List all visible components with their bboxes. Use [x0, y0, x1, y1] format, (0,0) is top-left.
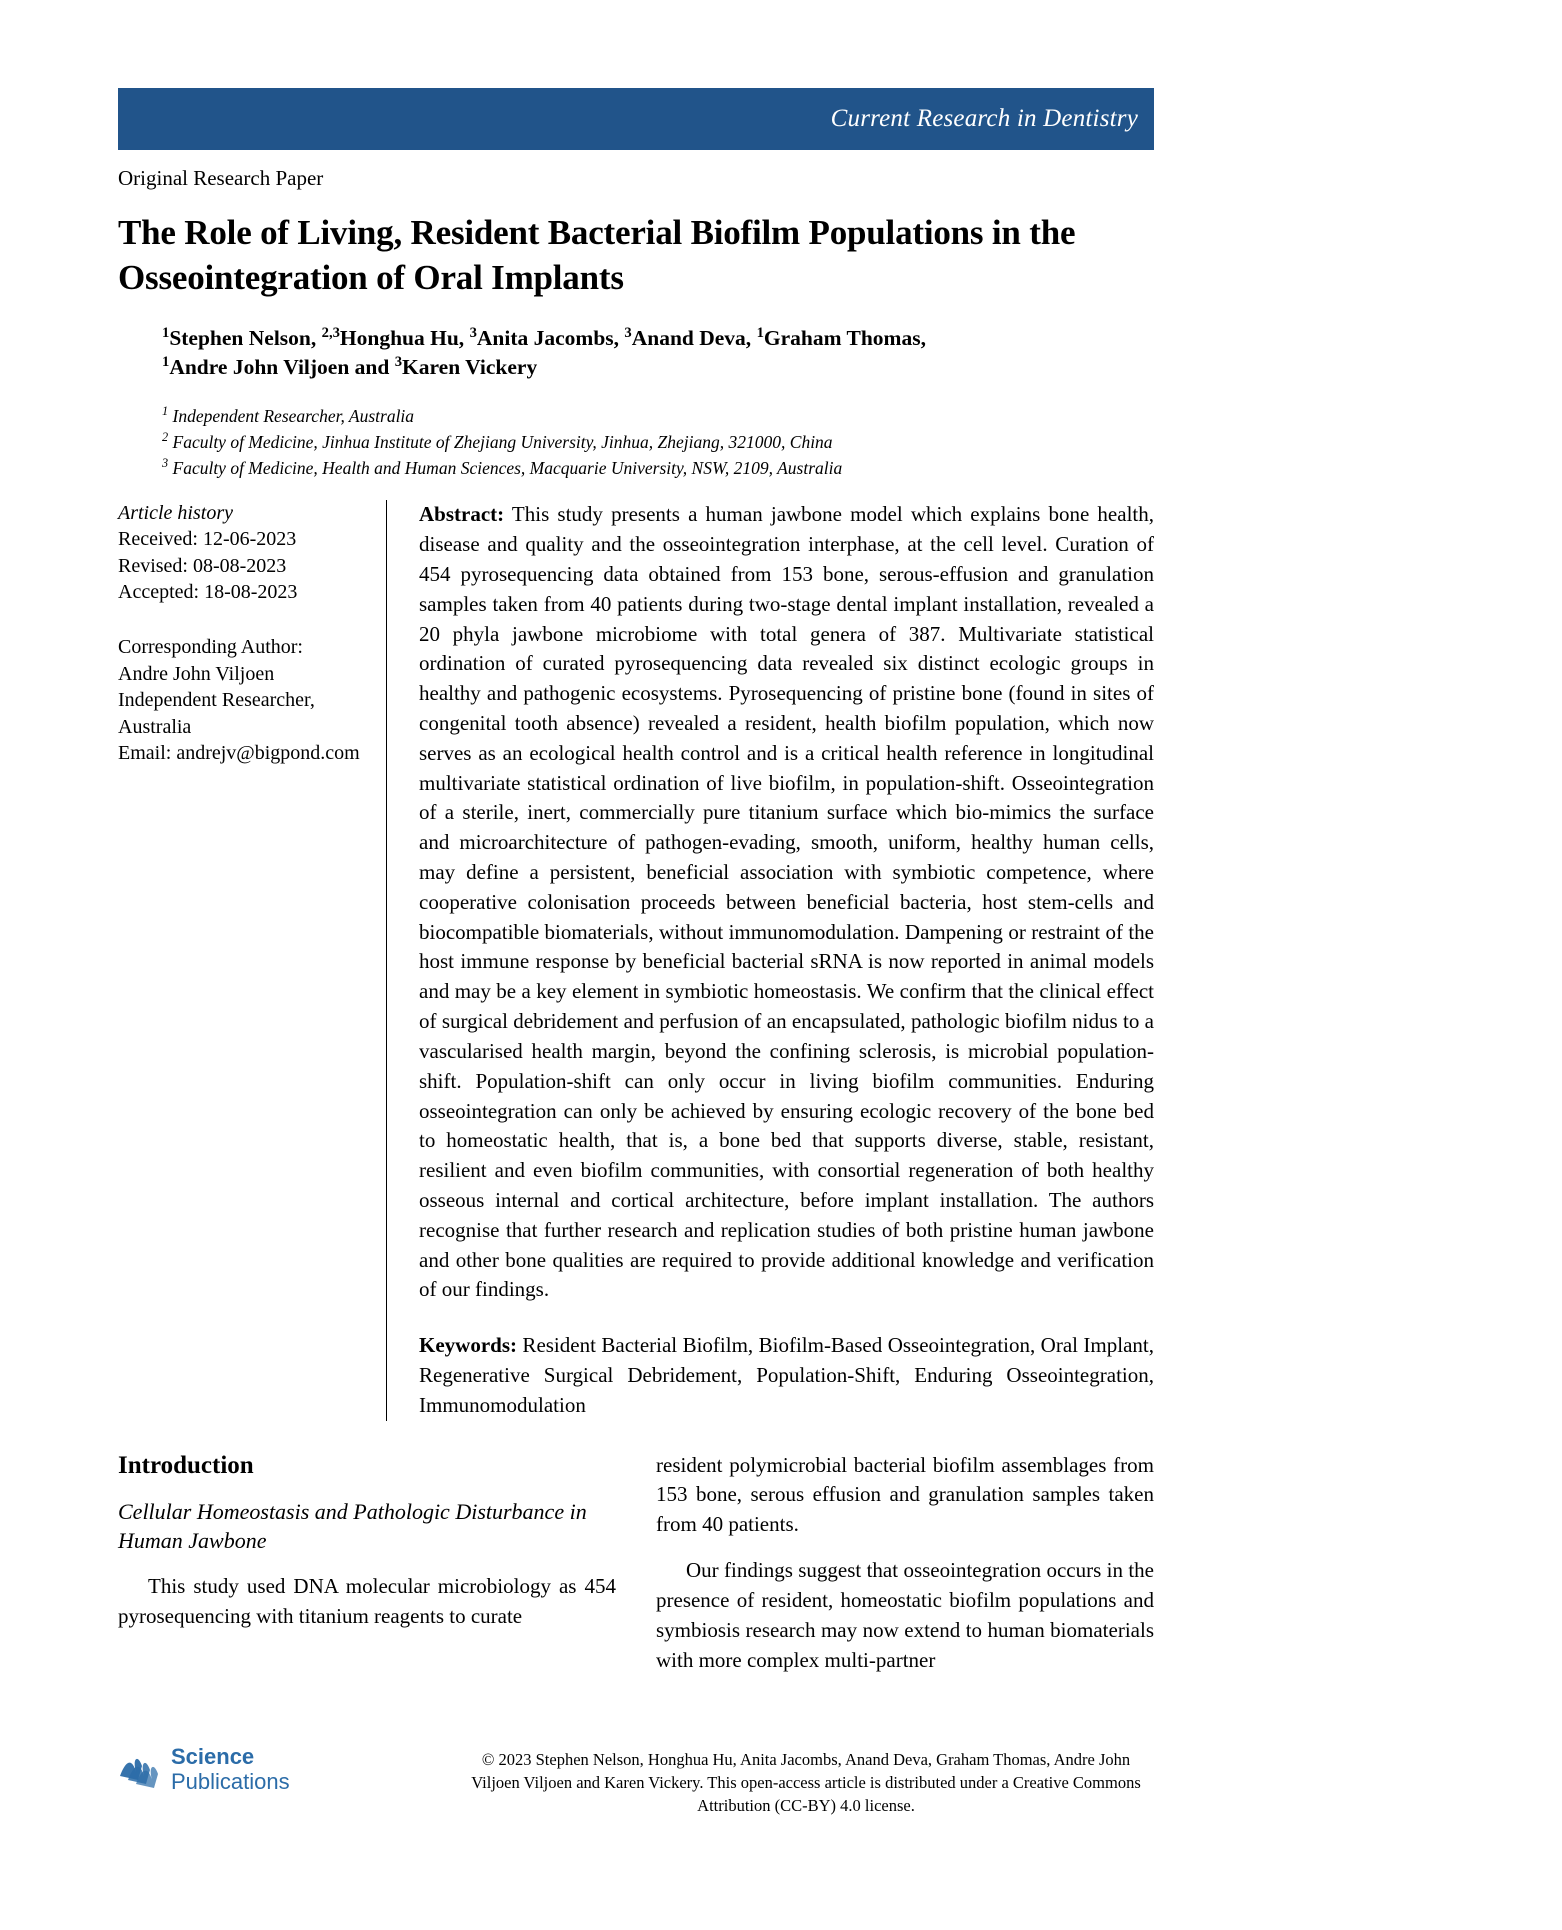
- affiliation-item: [162, 403, 1154, 429]
- author-name: Stephen Nelson,: [169, 326, 322, 351]
- affiliation-marker: 1: [162, 404, 169, 419]
- author-line-1: [162, 324, 1154, 353]
- author-affiliation-marker: 1: [162, 325, 170, 342]
- author-affiliation-marker: 1: [756, 325, 764, 342]
- intro-paragraph-right-1: resident polymicrobial bacterial biofilm assemblages from 153 bone, serous effusion and granulation samples taken from 40 patients.: [656, 1452, 1154, 1537]
- affiliation-marker: 2: [162, 429, 169, 444]
- page-title: The Role of Living, Resident Bacterial Biofilm Populations in the Osseointegration of Oral Implants: [118, 213, 1076, 297]
- body-column-right: [656, 1451, 1154, 1676]
- author-name: Honghua Hu,: [339, 326, 470, 351]
- publisher-name-line-1: Science: [171, 1744, 255, 1769]
- corresponding-author-email[interactable]: Email: andrejv@bigpond.com: [118, 742, 360, 765]
- abstract-label: Abstract:: [419, 502, 505, 527]
- corresponding-author-label: Corresponding Author:: [118, 636, 303, 659]
- abstract-paragraph: [419, 500, 1154, 1305]
- page-content: [118, 0, 1154, 1675]
- abstract-column: [386, 500, 1154, 1420]
- article-accepted-date: Accepted: 18-08-2023: [118, 581, 298, 604]
- copyright-notice: © 2023 Stephen Nelson, Honghua Hu, Anita Jacombs, Anand Deva, Graham Thomas, Andre John Viljoen Viljoen and Karen Vickery. This open-access article is distributed under a Creative Commons Attribution (CC-BY) 4.0 license.: [471, 1750, 1141, 1815]
- author-affiliation-marker: 3: [394, 353, 403, 370]
- affiliation-marker: 3: [162, 455, 169, 470]
- author-line-2: [162, 353, 1154, 382]
- intro-paragraph-left-1: This study used DNA molecular microbiology as 454 pyrosequencing with titanium reagents to curate: [118, 1574, 616, 1628]
- body-column-left: [118, 1451, 616, 1676]
- author-name: Anand Deva,: [631, 326, 757, 351]
- paper-type-label: Original Research Paper: [118, 166, 324, 190]
- affiliation-item: [162, 455, 1154, 481]
- corresponding-author-block: [118, 634, 376, 767]
- intro-paragraph-right-2: Our findings suggest that osseointegration occurs in the presence of resident, homeostatic biofilm populations and symbiosis research may now extend to human biomaterials with more complex multi-partner: [656, 1558, 1154, 1672]
- article-history-label: Article history: [118, 502, 233, 525]
- corresponding-author-name: Andre John Viljoen: [118, 662, 275, 685]
- keywords-label: Keywords:: [419, 1333, 517, 1358]
- author-list: [162, 324, 1154, 381]
- affiliation-text: Independent Researcher, Australia: [168, 406, 415, 427]
- publisher-name-line-2: Publications: [171, 1768, 290, 1794]
- page-footer: [118, 1745, 1154, 1817]
- abstract-text: This study presents a human jawbone model which explains bone health, disease and quality and the osseointegration interphase, at the cell level. Curation of 454 pyrosequencing data obtained from 153 bone, serous-effusion and granulation samples taken from 40 patients during two-stage dental implant installation, revealed a 20 phyla jawbone microbiome with total genera of 387. Multivariate statistical ordination of curated pyrosequencing data revealed six distinct ecologic groups in healthy and pathogenic ecosystems. Pyrosequencing of pristine bone (found in sites of congenital tooth absence) revealed a resident, health biofilm population, which now serves as an ecological health control and is a critical health reference in longitudinal multivariate statistical ordination of live biofilm, in population-shift. Osseointegration of a sterile, inert, commercially pure titanium surface which bio-mimics the surface and microarchitecture of pathogen-evading, smooth, uniform, healthy human cells, may define a persistent, beneficial association with symbiotic competence, where cooperative colonisation proceeds between beneficial bacteria, host stem-cells and biocompatible biomaterials, without immunomodulation. Dampening or restraint of the host immune response by beneficial bacterial sRNA is now reported in animal models and may be a key element in symbiotic homeostasis. We confirm that the clinical effect of surgical debridement and perfusion of an encapsulated, pathologic biofilm nidus to a vascularised health margin, beyond the confining sclerosis, is microbial population-shift. Population-shift can only occur in living biofilm communities. Enduring osseointegration can only be achieved by ensuring ecologic recovery of the bone bed to homeostatic health, that is, a bone bed that supports diverse, stable, resistant, resilient and even biofilm communities, with consortial regeneration of both healthy osseous internal and cortical architecture, before implant installation. The authors recognise that further research and replication studies of both pristine human jawbone and other bone qualities are required to provide additional knowledge and verification of our findings.: [419, 502, 1154, 1302]
- article-meta-sidebar: [118, 500, 386, 767]
- keywords-text: Resident Bacterial Biofilm, Biofilm-Based Osseointegration, Oral Implant, Regenerative Surgical Debridement, Population-Shift, Enduring Osseointegration, Immunomodulation: [419, 1333, 1154, 1417]
- introduction-subheading: Cellular Homeostasis and Pathologic Disturbance in Human Jawbone: [118, 1498, 587, 1554]
- author-name: Karen Vickery: [402, 354, 538, 379]
- science-publications-logo-icon: [118, 1750, 162, 1790]
- corresponding-author-country: Australia: [118, 715, 192, 738]
- author-name: Andre John Viljoen and: [169, 354, 395, 379]
- author-name: Anita Jacombs,: [476, 326, 625, 351]
- affiliation-text: Faculty of Medicine, Jinhua Institute of Zhejiang University, Jinhua, Zhejiang, 321000, China: [168, 431, 833, 452]
- article-received-date: Received: 12-06-2023: [118, 528, 297, 551]
- article-revised-date: Revised: 08-08-2023: [118, 554, 287, 577]
- author-name: Graham Thomas,: [763, 326, 926, 351]
- keywords-paragraph: [419, 1331, 1154, 1420]
- meta-and-abstract: [118, 500, 1154, 1420]
- corresponding-author-affiliation: Independent Researcher,: [118, 689, 315, 712]
- affiliation-text: Faculty of Medicine, Health and Human Sciences, Macquarie University, NSW, 2109, Australia: [168, 457, 843, 478]
- body-columns: [118, 1451, 1154, 1676]
- author-affiliation-marker: 2,3: [321, 325, 340, 342]
- journal-header-banner: [118, 88, 1154, 150]
- publisher-name: [171, 1745, 290, 1794]
- introduction-heading: Introduction: [118, 1451, 254, 1479]
- author-affiliation-marker: 3: [624, 325, 632, 342]
- author-affiliation-marker: 1: [162, 353, 170, 370]
- journal-title: Current Research in Dentistry: [830, 105, 1138, 132]
- publisher-logo[interactable]: [118, 1745, 418, 1794]
- affiliation-item: [162, 429, 1154, 455]
- author-affiliation-marker: 3: [469, 325, 477, 342]
- affiliation-list: [162, 403, 1154, 480]
